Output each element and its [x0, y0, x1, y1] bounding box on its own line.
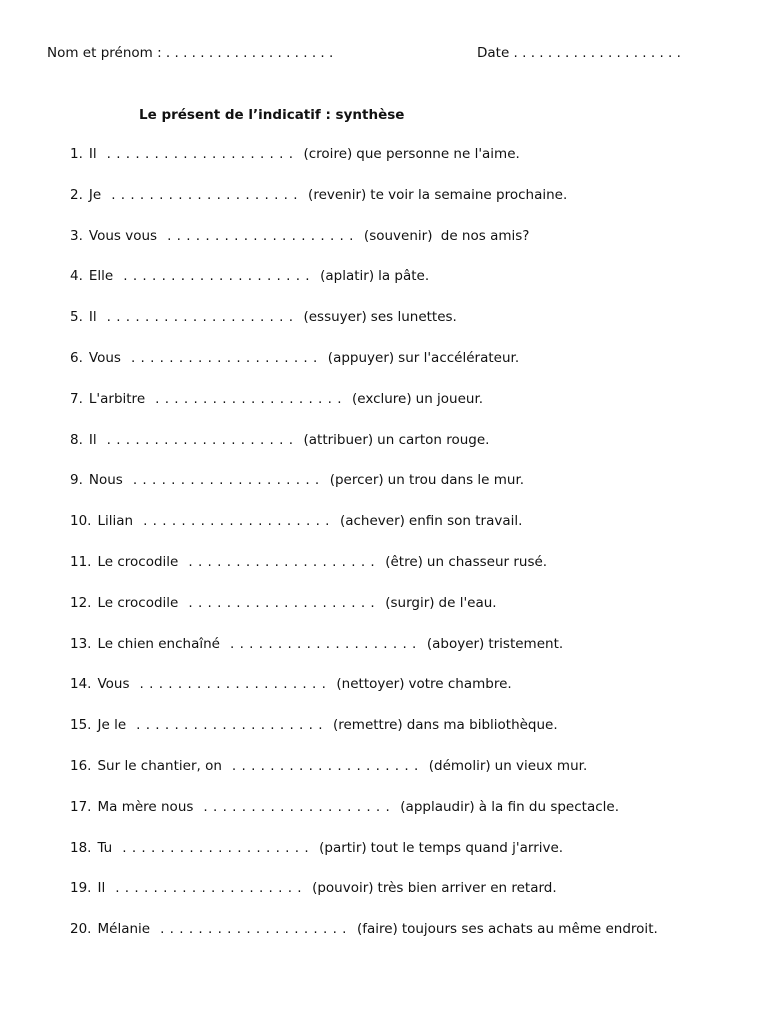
exercise-sentence-rest: tout le temps quand j'arrive.: [370, 839, 564, 856]
exercise-item: [70, 880, 557, 900]
exercise-verb: (souvenir): [363, 227, 433, 244]
exercise-number: 20.: [70, 921, 92, 938]
answer-blank: . . . . . . . . . . . . . . . . . . . .: [143, 513, 330, 530]
exercise-number: 5.: [70, 309, 83, 326]
exercise-item: [70, 432, 489, 452]
answer-blank: . . . . . . . . . . . . . . . . . . . .: [136, 717, 323, 734]
exercise-verb: (être): [385, 554, 423, 570]
exercise-sentence-rest: enfin son travail.: [408, 513, 523, 530]
exercise-subject: Lilian: [97, 513, 134, 530]
exercise-subject: Il: [88, 146, 97, 162]
exercise-verb: (exclure): [351, 390, 412, 407]
exercise-subject: Il: [88, 431, 97, 448]
exercise-subject: Le chien enchaîné: [97, 635, 220, 652]
exercise-number: 13.: [70, 635, 92, 652]
exercise-verb: (revenir): [308, 186, 367, 203]
exercise-verb: (nettoyer): [336, 676, 405, 693]
answer-blank: . . . . . . . . . . . . . . . . . . . .: [231, 758, 419, 774]
exercise-number: 7.: [70, 390, 83, 407]
exercise-item: [70, 799, 619, 819]
answer-blank: . . . . . . . . . . . . . . . . . . . .: [203, 798, 391, 815]
exercise-sentence-rest: de l'eau.: [438, 594, 497, 611]
exercise-item: [70, 228, 529, 248]
exercise-subject: Nous: [88, 472, 123, 489]
exercise-sentence-rest: sur l'accélérateur.: [398, 350, 520, 366]
exercise-subject: Je: [88, 186, 102, 203]
exercise-subject: Mélanie: [97, 921, 151, 938]
exercise-number: 6.: [70, 350, 83, 366]
answer-blank: . . . . . . . . . . . . . . . . . . . .: [188, 594, 376, 611]
exercise-number: 11.: [70, 554, 92, 570]
exercise-verb: (aboyer): [426, 635, 485, 652]
exercise-number: 15.: [70, 717, 92, 734]
exercise-verb: (appuyer): [327, 350, 395, 366]
exercise-item: [70, 350, 519, 370]
exercise-item: [70, 146, 520, 166]
exercise-subject: Vous: [97, 676, 130, 693]
exercise-item: [70, 636, 563, 656]
exercise-verb: (démolir): [428, 758, 491, 774]
exercise-verb: (achever): [339, 513, 405, 530]
exercise-verb: (pouvoir): [312, 880, 374, 897]
exercise-subject: Elle: [88, 268, 114, 285]
exercise-verb: (percer): [329, 472, 384, 489]
exercise-subject: Il: [97, 880, 106, 897]
exercise-number: 14.: [70, 676, 92, 693]
exercise-item: [70, 921, 658, 941]
exercise-sentence-rest: votre chambre.: [408, 676, 512, 693]
exercise-item: [70, 187, 567, 207]
answer-blank: . . . . . . . . . . . . . . . . . . . .: [106, 146, 294, 162]
exercise-verb: (essuyer): [303, 309, 367, 326]
exercise-sentence-rest: très bien arriver en retard.: [377, 880, 557, 897]
answer-blank: . . . . . . . . . . . . . . . . . . . .: [123, 268, 311, 285]
exercise-number: 3.: [70, 227, 83, 244]
exercise-number: 12.: [70, 594, 92, 611]
answer-blank: . . . . . . . . . . . . . . . . . . . .: [139, 676, 327, 693]
answer-blank: . . . . . . . . . . . . . . . . . . . .: [229, 635, 417, 652]
exercise-item: [70, 717, 558, 737]
exercise-subject: Le crocodile: [97, 594, 179, 611]
answer-blank: . . . . . . . . . . . . . . . . . . . .: [188, 554, 376, 570]
answer-blank: . . . . . . . . . . . . . . . . . . . .: [106, 309, 294, 326]
exercise-subject: L'arbitre: [88, 390, 146, 407]
exercise-item: [70, 309, 457, 329]
exercise-verb: (remettre): [332, 717, 403, 734]
exercise-subject: Ma mère nous: [97, 798, 194, 815]
answer-blank: . . . . . . . . . . . . . . . . . . . .: [115, 880, 303, 897]
date-field-label: Date . . . . . . . . . . . . . . . . . . . .: [477, 45, 681, 61]
answer-blank: . . . . . . . . . . . . . . . . . . . .: [122, 839, 310, 856]
exercise-subject: Le crocodile: [97, 554, 179, 570]
exercise-sentence-rest: la pâte.: [378, 268, 430, 285]
answer-blank: . . . . . . . . . . . . . . . . . . . .: [106, 431, 294, 448]
exercise-verb: (applaudir): [400, 798, 475, 815]
exercise-subject: Vous vous: [88, 227, 158, 244]
exercise-sentence-rest: à la fin du spectacle.: [478, 798, 620, 815]
worksheet-title: Le présent de l’indicatif : synthèse: [139, 107, 405, 123]
exercise-number: 4.: [70, 268, 83, 285]
exercise-verb: (surgir): [385, 594, 435, 611]
exercise-sentence-rest: un chasseur rusé.: [426, 554, 548, 570]
exercise-verb: (attribuer): [303, 431, 374, 448]
exercise-sentence-rest: dans ma bibliothèque.: [406, 717, 558, 734]
exercise-sentence-rest: ses lunettes.: [370, 309, 457, 326]
exercise-item: [70, 676, 512, 696]
answer-blank: . . . . . . . . . . . . . . . . . . . .: [132, 472, 320, 489]
exercise-number: 9.: [70, 472, 83, 489]
answer-blank: . . . . . . . . . . . . . . . . . . . .: [111, 186, 299, 203]
exercise-number: 18.: [70, 839, 92, 856]
exercise-subject: Je le: [97, 717, 127, 734]
exercise-sentence-rest: un carton rouge.: [377, 431, 490, 448]
exercise-item: [70, 595, 497, 615]
exercise-sentence-rest: un vieux mur.: [494, 758, 588, 774]
exercise-number: 19.: [70, 880, 92, 897]
exercise-sentence-rest: de nos amis?: [436, 227, 530, 244]
exercise-sentence-rest: toujours ses achats au même endroit.: [401, 921, 658, 938]
exercise-verb: (aplatir): [320, 268, 375, 285]
answer-blank: . . . . . . . . . . . . . . . . . . . .: [155, 390, 342, 407]
exercise-number: 8.: [70, 431, 83, 448]
exercise-verb: (faire): [356, 921, 398, 938]
exercise-sentence-rest: un trou dans le mur.: [387, 472, 525, 489]
exercise-item: [70, 513, 522, 533]
answer-blank: . . . . . . . . . . . . . . . . . . . .: [130, 350, 318, 366]
exercise-item: [70, 391, 483, 411]
exercise-verb: (croire): [303, 146, 353, 162]
exercise-number: 1.: [70, 146, 83, 162]
exercise-item: [70, 840, 563, 860]
exercise-item: [70, 758, 587, 778]
exercise-subject: Vous: [88, 350, 121, 366]
worksheet-header: [47, 45, 727, 65]
answer-blank: . . . . . . . . . . . . . . . . . . . .: [167, 227, 354, 244]
answer-blank: . . . . . . . . . . . . . . . . . . . .: [160, 921, 347, 938]
exercise-number: 2.: [70, 186, 83, 203]
name-field-label: Nom et prénom : . . . . . . . . . . . . . . . . . . . .: [47, 45, 334, 61]
exercise-sentence-rest: te voir la semaine prochaine.: [370, 186, 568, 203]
exercise-number: 10.: [70, 513, 92, 530]
exercise-number: 17.: [70, 798, 92, 815]
exercise-sentence-rest: que personne ne l'aime.: [356, 146, 520, 162]
exercise-item: [70, 554, 547, 574]
exercise-item: [70, 472, 524, 492]
exercise-item: [70, 268, 429, 288]
exercise-sentence-rest: tristement.: [488, 635, 564, 652]
exercise-subject: Il: [88, 309, 97, 326]
exercise-subject: Tu: [97, 839, 113, 856]
exercise-subject: Sur le chantier, on: [97, 758, 222, 774]
exercise-verb: (partir): [319, 839, 367, 856]
exercise-number: 16.: [70, 758, 92, 774]
exercise-sentence-rest: un joueur.: [415, 390, 484, 407]
